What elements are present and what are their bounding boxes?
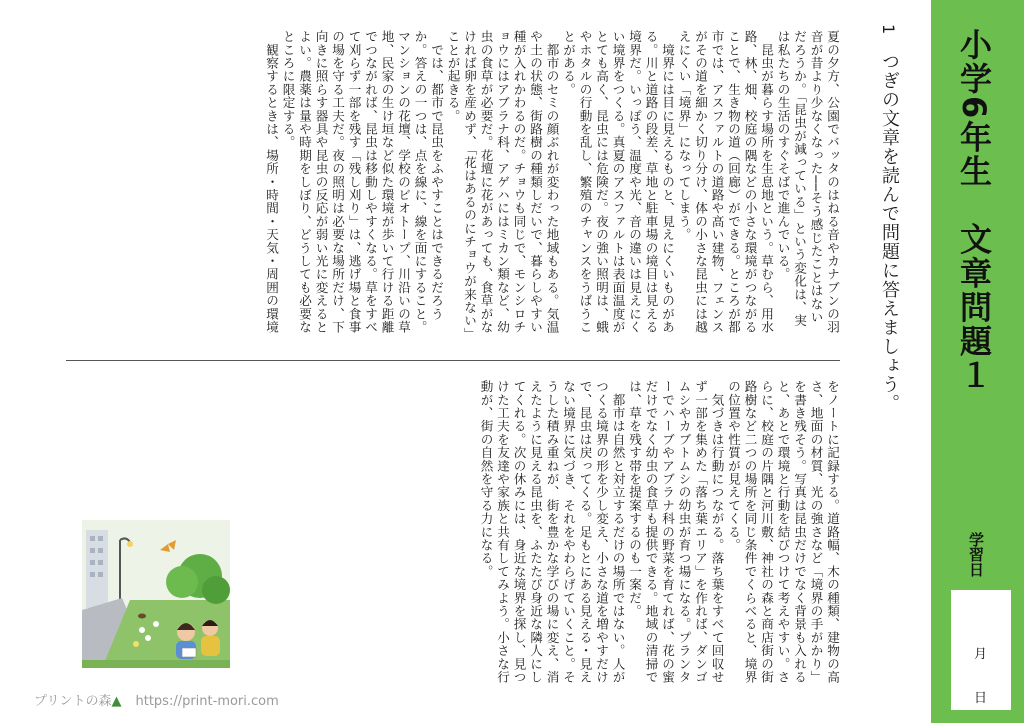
notebook [182, 648, 196, 657]
tree-icon: ▲ [111, 694, 122, 709]
footer [34, 690, 279, 709]
study-date-label: 学習日 [967, 532, 985, 577]
question-instruction: つぎの文章を読んで問題に答えましょう。 [879, 52, 900, 413]
worksheet-title: 小学6年生 文章問題１ [955, 28, 993, 393]
section-divider [66, 360, 840, 361]
brand-name: プリントの森 [34, 694, 112, 709]
passage-upper: 夏の夕方、公園でバッタのはねる音やカナブンの羽 音が昔より少なくなった──そう感じたことはない だろうか。「昆虫が減っている」という変化は、実 は私たちの生活のすぐそばで進んでいる。 昆虫が暮らす場所を生息地という。草むら、用水 路、林、畑、校庭の隅などの小さな環境がつながる ことで、生き物の道（回廊）ができる。ところが都 市では、アスファルトの道路や高い建物、フェンス がその道を細かく切り分け、体の小さな昆虫には越 えにくい「境界」になってしまう。 境界には目に見えるものと、見えにくいものがあ る。川と道路の段差、草地と駐車場の境目は見える 境界だ。いっぽう、温度や光、音の違いは見えにく い境界をつくる。真夏のアスファルトは表面温度が とても高く、昆虫には危険だ。夜の強い照明は、蛾 やホタルの行動を乱し、繁殖のチャンスをうばうこ とがある。 都市のセミの顔ぶれが変わった地域もある。気温 や土の状態、街路樹の種類しだいで、暮らしやすい 種が入れかわるのだ。チョウも同じで、モンシロチ ョウにはアブラナ科、アゲハにはミカン類など、幼 虫の食草が必要だ。花壇に花があっても、食草がな ければ卵を産めず、「花はあるのにチョウが来ない」 ことが起きる。 では、都市で昆虫をふやすことはできるだろう か。答えの一つは、点を線に、線を面にすること。 マンションの花壇、学校のビオトープ、川沿いの草 地、民家の生け垣など似た環境が歩いて行ける距離 でつながれば、昆虫は移動しやすくなる。草をすべ て刈らず一部を残す「残し刈り」は、逃げ場と食事 の場を守る工夫だ。夜の照明は必要な場所だけ、下 向きに照らす器具や昆虫の反応が弱い光に変えると よい。農薬は量や時期をしぼり、どうしても必要な ところに限定する。 観察するときは、場所・時間・天気・周囲の環境 [264, 30, 840, 341]
passage-lower: をノートに記録する。道路幅、木の種類、建物の高 さ、地面の材質、光の強さなど「境界の手がかり」 を書き残そう。写真は昆虫だけでなく背景も入れる と、あとで環境と行動を結びつけて考えやすい。さ らに、校庭の片隅と河川敷、神社の森と商店街の街 路樹など二つの場所を同じ条件でくらべると、境界 の位置や性質が見えてくる。 気づきは行動につながる。落ち葉をすべて回収せ ず一部を集めた「落ち葉エリア」を作れば、ダンゴ ムシやカブトムシの幼虫が育つ場になる。プランタ ーでハーブやアブラナ科の野菜を育てれば、花の蜜 だけでなく幼虫の食草も提供できる。地域の清掃で は、草を残す帯を提案するのも一案だ。 都市は自然と対立するだけの場所ではない。人が つくる境界の形を少し変え、小さな道を増やすだけ で、昆虫は戻ってくる。足もとにある見える・見え ない境界に気づき、それをやわらげていくこと。そ うした積み重ねが、街を豊かな学びの場に変え、消 えたように見える昆虫を、ふたたび身近な隣人にし てくれる。次の休みには、身近な境界を探し、見つ けた工夫を友達や家族と共有してみよう。小さな行 動が、街の自然を守る力になる。 [478, 380, 840, 684]
site-url[interactable]: https://print-mori.com [135, 694, 279, 709]
children-observing-insects-illustration [82, 520, 230, 668]
day-label: 日 [974, 691, 988, 706]
month-label: 月 [974, 647, 988, 662]
question-number: 1 [879, 24, 898, 35]
apartment-building [86, 530, 108, 608]
beetle-icon [138, 614, 146, 619]
